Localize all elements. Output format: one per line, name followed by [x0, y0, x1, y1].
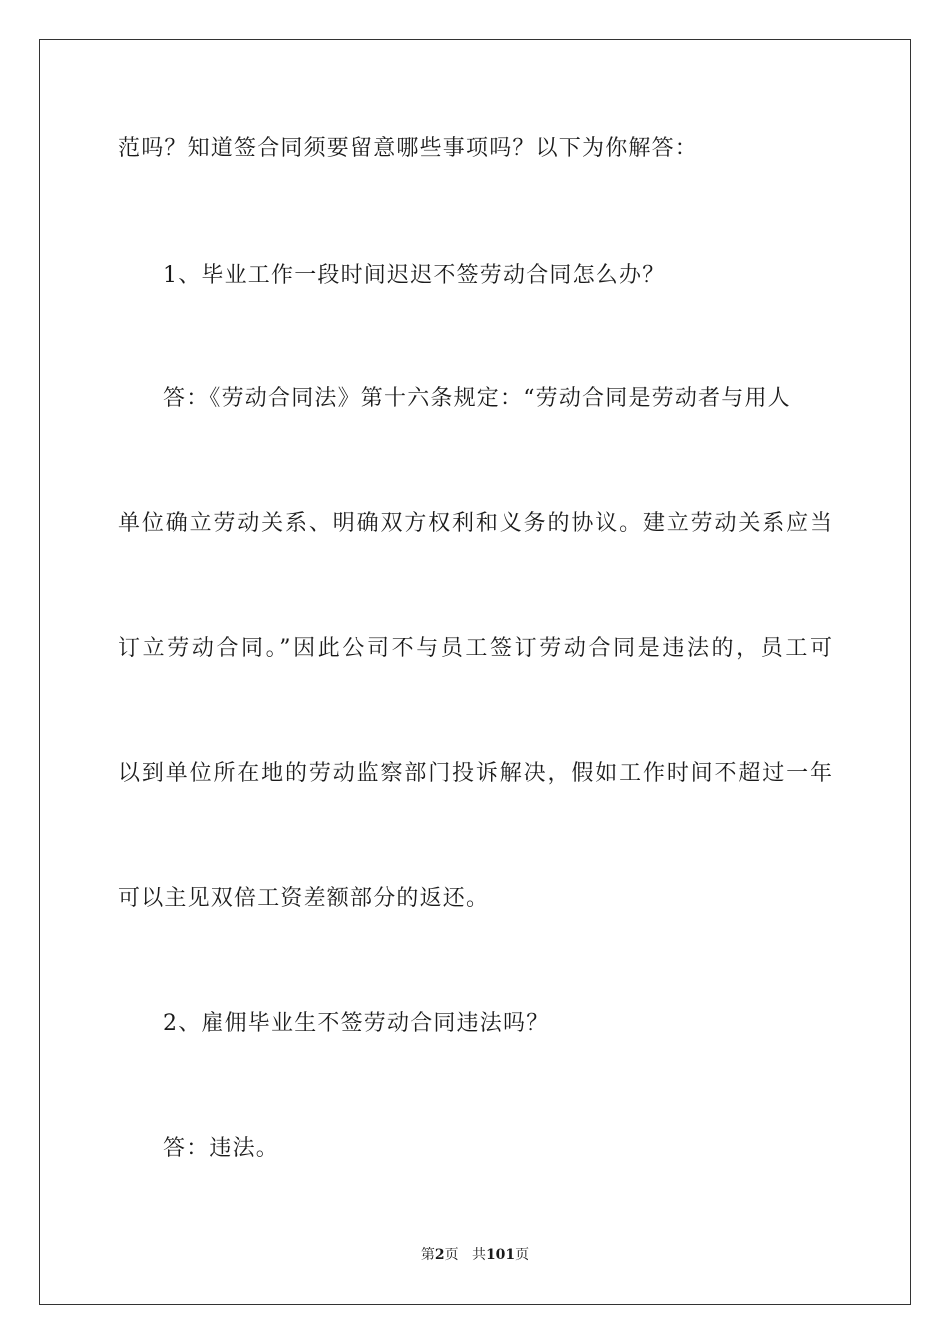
answer-1-line-1: 答：《劳动合同法》第十六条规定：“劳动合同是劳动者与用人 [163, 386, 791, 411]
page-prefix: 第 [420, 1247, 435, 1263]
paragraph-line-1: 范吗？知道签合同须要留意哪些事项吗？以下为你解答： [118, 136, 699, 161]
page-suffix: 页 [444, 1247, 459, 1263]
page-border [39, 39, 911, 1305]
page-footer [0, 1246, 950, 1264]
answer-2-line-1: 答：违法。 [163, 1136, 280, 1161]
answer-1-line-2: 单位确立劳动关系、明确双方权利和义务的协议。建立劳动关系应当 [118, 511, 832, 536]
total-prefix: 共 [471, 1247, 486, 1263]
question-2-heading: 2、雇佣毕业生不签劳动合同违法吗？ [163, 1011, 550, 1036]
question-1-heading: 1、毕业工作一段时间迟迟不签劳动合同怎么办？ [163, 263, 666, 288]
answer-1-line-4: 以到单位所在地的劳动监察部门投诉解决，假如工作时间不超过一年 [118, 761, 832, 786]
answer-1-line-5: 可以主见双倍工资差额部分的返还。 [118, 886, 490, 911]
current-page-number: 2 [434, 1247, 445, 1263]
answer-1-line-3: 订立劳动合同。”因此公司不与员工签订劳动合同是违法的，员工可 [118, 636, 832, 661]
total-suffix: 页 [515, 1247, 530, 1263]
total-pages-number: 101 [485, 1247, 516, 1263]
